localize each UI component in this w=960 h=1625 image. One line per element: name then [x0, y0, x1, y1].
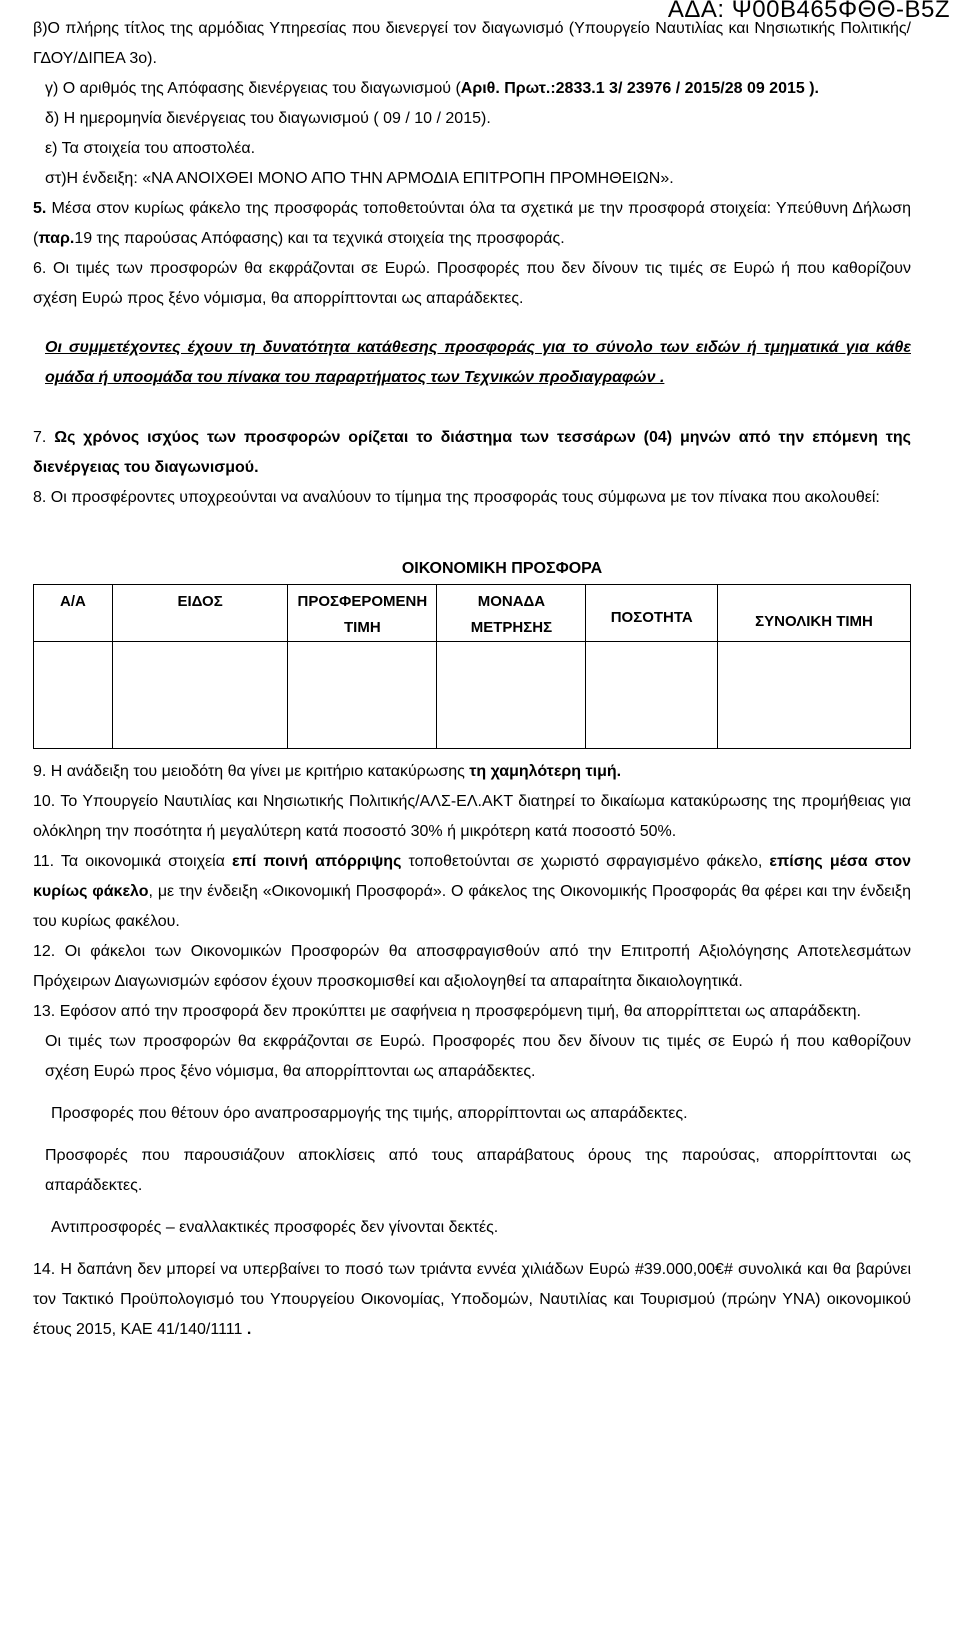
paragraph-13b: Προσφορές που θέτουν όρο αναπροσαρμογής της τιμής, απορρίπτονται ως απαράδεκτες.	[51, 1105, 688, 1122]
paragraph-5-post: 19 της παρούσας Απόφασης) και τα τεχνικά στοιχεία της προσφοράς.	[74, 230, 565, 247]
paragraph-14-text: 14. Η δαπάνη δεν μπορεί να υπερβαίνει το ποσό των τριάντα εννέα χιλιάδων Ευρώ #39.000,00€# συνολικά και θα βαρύνει τον Τακτικό Προϋπολογισμό του Υπουργείου Οικονομίας, Υποδομών, Ναυτιλίας και Τουρισμού (πρώην ΥΝΑ) οικονομικού έτους 2015, ΚΑΕ 41/140/1111	[33, 1261, 911, 1338]
paragraph-5-bold: παρ.	[38, 230, 75, 247]
ada-code: ΑΔΑ: Ψ00Β465ΦΘΘ-Β5Ζ	[667, 0, 950, 23]
paragraph-11	[33, 847, 911, 937]
financial-offer-table	[33, 584, 911, 749]
paragraph-13c: Προσφορές που παρουσιάζουν αποκλίσεις από τους απαράβατους όρους της παρούσας, απορρίπτονται ως απαράδεκτες.	[45, 1147, 911, 1194]
item-e: ε) Τα στοιχεία του αποστολέα.	[45, 140, 256, 157]
paragraph-6: 6. Οι τιμές των προσφορών θα εκφράζονται σε Ευρώ. Προσφορές που δεν δίνουν τις τιμές σε Ευρώ ή που καθορίζουν σχέση Ευρώ προς ξένο νόμισμα, θα απορρίπτονται ως απαράδεκτες.	[33, 260, 911, 307]
item-c-number: :2833.1 3/ 23976 / 2015/28 09 2015 ).	[550, 80, 819, 97]
paragraph-11-post: , με την ένδειξη «Οικονομική Προσφορά». Ο φάκελος της Οικονομικής Προσφοράς θα φέρει και την ένδειξη του κυρίως φακέλου.	[33, 883, 911, 930]
paragraph-5	[33, 194, 911, 254]
paragraph-9-bold: τη χαμηλότερη τιμή.	[469, 763, 622, 780]
document-page	[33, 14, 911, 1345]
table-cell	[586, 642, 718, 749]
item-c-bold: Αριθ. Πρωτ.	[460, 80, 551, 97]
item-d: δ) Η ημερομηνία διενέργειας του διαγωνισμού ( 09 / 10 / 2015).	[45, 110, 491, 127]
paragraph-7	[33, 423, 911, 483]
item-b: β)Ο πλήρης τίτλος της αρμόδιας Υπηρεσίας που διενεργεί τον διαγωνισμό (Υπουργείο Ναυτιλίας και Νησιωτικής Πολιτικής/ ΓΔΟΥ/ΔΙΠΕΑ 3ο).	[33, 20, 911, 67]
col-quantity: ΠΟΣΟΤΗΤΑ	[586, 585, 718, 642]
table-header-row	[34, 585, 911, 642]
table-cell	[112, 642, 287, 749]
paragraph-5-text: Μέσα στον κυρίως φάκελο της προσφοράς τοποθετούνται όλα τα σχετικά με την προσφορά στοιχεία: Υπεύθυνη Δήλωση (	[33, 200, 911, 247]
table-row	[34, 642, 911, 749]
paragraph-14	[33, 1255, 911, 1345]
paragraph-12: 12. Οι φάκελοι των Οικονομικών Προσφορών θα αποσφραγισθούν από την Επιτροπή Αξιολόγησης Αποτελεσμάτων Πρόχειρων Διαγωνισμών εφόσον έχουν προσκομισθεί και αξιολογηθεί τα απαραίτητα δικαιολογητικά.	[33, 943, 911, 990]
paragraph-13d: Αντιπροσφορές – εναλλακτικές προσφορές δεν γίνονται δεκτές.	[51, 1219, 499, 1236]
paragraph-14-end: .	[242, 1321, 252, 1338]
financial-offer-title: ΟΙΚΟΝΟΜΙΚΗ ΠΡΟΣΦΟΡΑ	[401, 560, 603, 577]
item-c-text: γ) Ο αριθμός της Απόφασης διενέργειας του διαγωνισμού (	[45, 80, 461, 97]
paragraph-8: 8. Οι προσφέροντες υποχρεούνται να αναλύουν το τίμημα της προσφοράς τους σύμφωνα με τον πίνακα που ακολουθεί:	[33, 489, 880, 506]
paragraph-7-bold: Ως χρόνος ισχύος των προσφορών ορίζεται το διάστημα των τεσσάρων (04) μηνών από την επόμενη της διενέργειας του διαγωνισμού.	[33, 429, 912, 476]
paragraph-10: 10. Το Υπουργείο Ναυτιλίας και Νησιωτικής Πολιτικής/ΑΛΣ-ΕΛ.ΑΚΤ διατηρεί το δικαίωμα κατακύρωσης της προμήθειας για ολόκληρη την ποσότητα ή μεγαλύτερη κατά ποσοστό 30% ή μικρότερη κατά ποσοστό 50%.	[33, 793, 911, 840]
col-price: ΠΡΟΣΦΕΡΟΜΕΝΗ ΤΙΜΗ	[288, 585, 437, 642]
paragraph-11-text: 11. Τα οικονομικά στοιχεία	[33, 853, 232, 870]
paragraph-13: 13. Εφόσον από την προσφορά δεν προκύπτει με σαφήνεια η προσφερόμενη τιμή, θα απορρίπτεται ως απαράδεκτη.	[33, 1003, 861, 1020]
col-aa: Α/Α	[34, 585, 113, 642]
table-cell	[718, 642, 911, 749]
item-c	[33, 74, 911, 104]
col-unit: ΜΟΝΑΔΑ ΜΕΤΡΗΣΗΣ	[437, 585, 586, 642]
table-cell	[437, 642, 586, 749]
table-cell	[34, 642, 113, 749]
paragraph-11-mid: τοποθετούνται σε χωριστό σφραγισμένο φάκελο,	[401, 853, 770, 870]
participation-notice: Οι συμμετέχοντες έχουν τη δυνατότητα κατάθεσης προσφοράς για το σύνολο των ειδών ή τμηματικά για κάθε ομάδα ή υποομάδα του πίνακα του παραρτήματος των Τεχνικών προδιαγραφών .	[45, 339, 911, 386]
paragraph-7-number: 7.	[33, 429, 47, 446]
col-total: ΣΥΝΟΛΙΚΗ ΤΙΜΗ	[718, 585, 911, 642]
paragraph-5-number: 5.	[33, 200, 47, 217]
paragraph-13a: Οι τιμές των προσφορών θα εκφράζονται σε Ευρώ. Προσφορές που δεν δίνουν τις τιμές σε Ευρώ ή που καθορίζουν σχέση Ευρώ προς ξένο νόμισμα, θα απορρίπτονται ως απαράδεκτες.	[45, 1033, 911, 1080]
paragraph-9	[33, 757, 911, 787]
col-item: ΕΙΔΟΣ	[112, 585, 287, 642]
paragraph-11-bold-2: επίσης μέσα στον κυρίως φάκελο	[33, 853, 911, 900]
paragraph-9-text: 9. Η ανάδειξη του μειοδότη θα γίνει με κριτήριο κατακύρωσης	[33, 763, 470, 780]
item-st: στ)Η ένδειξη: «ΝΑ ΑΝΟΙΧΘΕΙ ΜΟΝΟ ΑΠΟ ΤΗΝ ΑΡΜΟΔΙΑ ΕΠΙΤΡΟΠΗ ΠΡΟΜΗΘΕΙΩΝ».	[45, 170, 674, 187]
table-cell	[288, 642, 437, 749]
paragraph-11-bold-1: επί ποινή απόρριψης	[232, 853, 402, 870]
